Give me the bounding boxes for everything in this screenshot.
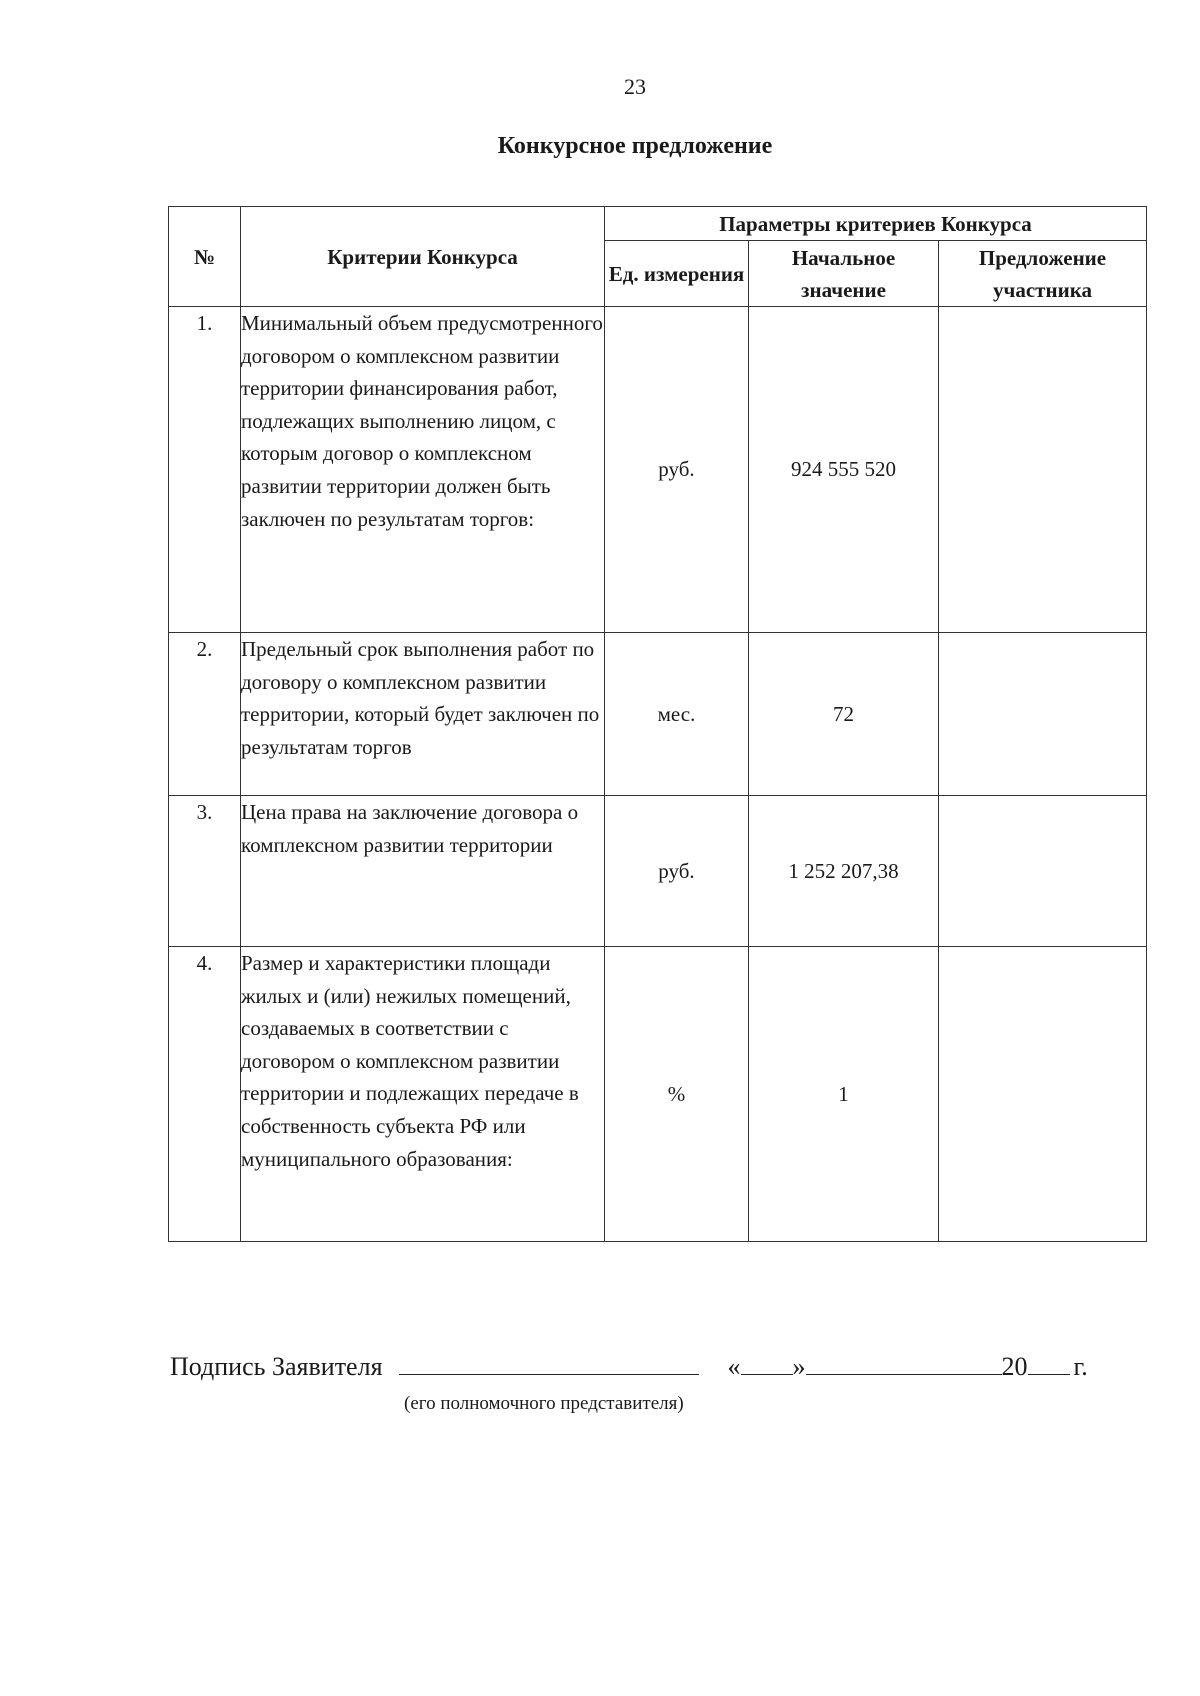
header-no: № xyxy=(169,207,241,307)
row-criteria: Предельный срок выполнения работ по договору о комплексном развитии территории, который будет заключен по результатам торгов xyxy=(241,633,605,796)
table-row xyxy=(169,633,1147,796)
document-title: Конкурсное предложение xyxy=(497,133,773,159)
criteria-table xyxy=(168,206,1147,1242)
row-number: 4. xyxy=(169,947,241,1242)
row-number: 3. xyxy=(169,796,241,947)
row-initial-value: 72 xyxy=(749,633,939,796)
row-participant-offer xyxy=(939,947,1147,1242)
signature-sublabel: (его полномочного представителя) xyxy=(404,1393,684,1414)
row-criteria: Минимальный объем предусмотренного договором о комплексном развитии территории финансирования работ, подлежащих выполнению лицом, с которым договор о комплексном развитии территории должен быть заключен по результатам торгов: xyxy=(241,307,605,633)
table-row xyxy=(169,307,1147,633)
row-participant-offer xyxy=(939,796,1147,947)
row-participant-offer xyxy=(939,307,1147,633)
row-initial-value: 924 555 520 xyxy=(749,307,939,633)
header-unit: Ед. измерения xyxy=(605,241,749,307)
year-prefix: 20 xyxy=(1001,1352,1028,1381)
row-criteria: Размер и характеристики площади жилых и (или) нежилых помещений, создаваемых в соответствии с договором о комплексном развитии территории и подлежащих передаче в собственность субъекта РФ или муниципального образования: xyxy=(241,947,605,1242)
row-initial-value: 1 252 207,38 xyxy=(749,796,939,947)
signature-label: Подпись Заявителя xyxy=(170,1352,383,1381)
row-initial-value: 1 xyxy=(749,947,939,1242)
header-offer: Предложение участника xyxy=(939,241,1147,307)
year-blank[interactable] xyxy=(1028,1352,1070,1375)
row-unit: руб. xyxy=(605,796,749,947)
header-params-group: Параметры критериев Конкурса xyxy=(605,207,1147,241)
row-number: 2. xyxy=(169,633,241,796)
header-criteria: Критерии Конкурса xyxy=(241,207,605,307)
quote-close: » xyxy=(792,1352,806,1381)
quote-open: « xyxy=(727,1352,741,1381)
header-initial: Начальное значение xyxy=(749,241,939,307)
table-row xyxy=(169,796,1147,947)
row-criteria: Цена права на заключение договора о комплексном развитии территории xyxy=(241,796,605,947)
signature-line xyxy=(170,1352,1150,1382)
month-blank[interactable] xyxy=(806,1352,1002,1375)
row-unit: % xyxy=(605,947,749,1242)
row-participant-offer xyxy=(939,633,1147,796)
row-number: 1. xyxy=(169,307,241,633)
signature-blank[interactable] xyxy=(399,1352,699,1375)
year-suffix: г. xyxy=(1073,1352,1088,1381)
row-unit: руб. xyxy=(605,307,749,633)
day-blank[interactable] xyxy=(741,1352,793,1375)
table-row xyxy=(169,947,1147,1242)
page-number: 23 xyxy=(624,74,646,99)
row-unit: мес. xyxy=(605,633,749,796)
